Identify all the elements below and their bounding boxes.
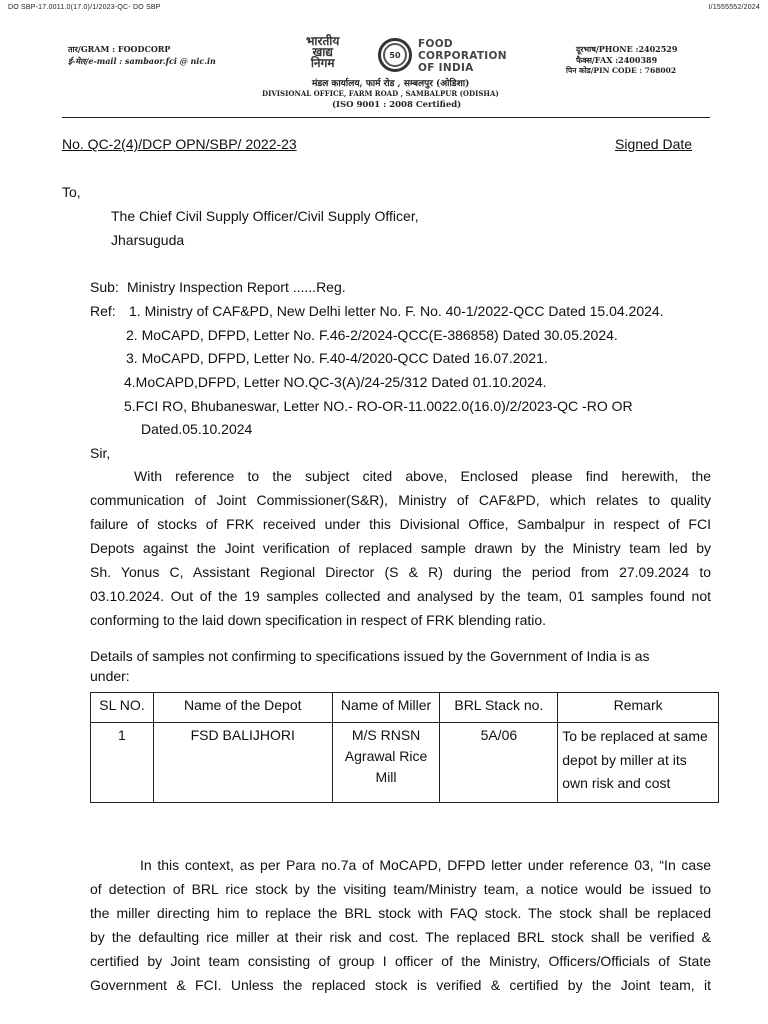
- ref-item-2: 2. MoCAPD, DFPD, Letter No. F.46-2/2024-QCC(E-386858) Dated 30.05.2024.: [126, 327, 618, 343]
- letter-ref-number: No. QC-2(4)/DCP OPN/SBP/ 2022-23: [62, 136, 297, 152]
- paragraph-2-line: certified by Joint team consisting of group I officer of the Ministry, Officers/Officials of State: [90, 953, 711, 969]
- hindi-name-line-3: निगम: [310, 56, 335, 70]
- paragraph-2-line: of detection of BRL rice stock by the visiting team/Ministry team, a notice would be issued to: [90, 881, 711, 897]
- addressee-line-2: Jharsuguda: [111, 232, 185, 248]
- to-label: To,: [62, 184, 81, 200]
- cell-depot-name: FSD BALIJHORI: [153, 723, 332, 803]
- paragraph-2-line: Government & FCI. Unless the replaced stock is verified & certified by the Joint team, it: [90, 977, 711, 993]
- ref-label: Ref:: [90, 303, 116, 319]
- letterhead-office-english: DIVISIONAL OFFICE, FARM ROAD , SAMBALPUR (ODISHA): [262, 89, 499, 98]
- english-name-line-3: OF INDIA: [418, 62, 474, 74]
- samples-table: [90, 692, 719, 803]
- paragraph-1-line: communication of Joint Commissioner(S&R), Ministry of CAF&PD, which relates to quality: [90, 492, 711, 508]
- letterhead-gram: तार/GRAM : FOODCORP: [68, 44, 171, 54]
- paragraph-1: [90, 464, 711, 632]
- letterhead-iso: (ISO 9001 : 2008 Certified): [332, 100, 462, 110]
- header-sl-no: SL NO.: [91, 693, 154, 723]
- details-intro-line: under:: [90, 668, 130, 684]
- english-name-line-2: CORPORATION: [418, 50, 507, 62]
- salutation: Sir,: [90, 445, 111, 461]
- hindi-name-line-2: खाद्य: [312, 45, 333, 59]
- header-miller-name: Name of Miller: [332, 693, 440, 723]
- letterhead-email: ई-मेल/e-mail : sambaor.fci @ nic.in: [68, 56, 216, 66]
- document-reference-top: DO SBP-17.0011.0(17.0)/1/2023-QC- DO SBP: [8, 4, 161, 11]
- ref-item-4: 4.MoCAPD,DFPD, Letter NO.QC-3(A)/24-25/312 Dated 01.10.2024.: [124, 374, 547, 390]
- ref-item-5: 5.FCI RO, Bhubaneswar, Letter NO.- RO-OR-11.0022.0(16.0)/2/2023-QC -RO OR: [124, 398, 633, 414]
- paragraph-1-line: conforming to the laid down specification in respect of FRK blending ratio.: [90, 612, 547, 628]
- cell-miller-name: M/S RNSN Agrawal Rice Mill: [332, 723, 440, 803]
- cell-sl-no: 1: [91, 723, 154, 803]
- paragraph-1-line: Depots against the Joint verification of replaced sample drawn by the Ministry team led by: [90, 540, 711, 556]
- hindi-name-line-1: भारतीय: [306, 34, 340, 48]
- ref-item-5-date: Dated.05.10.2024: [141, 421, 253, 437]
- fci-logo: [378, 38, 412, 72]
- paragraph-1-line: 03.10.2024. Out of the 19 samples collected and analysed by the team, 01 samples found not: [90, 588, 711, 604]
- english-name-line-1: FOOD: [418, 38, 453, 50]
- paragraph-2-line: In this context, as per Para no.7a of MoCAPD, DFPD letter under reference 03, “In case: [140, 857, 711, 873]
- table-row: [91, 723, 719, 803]
- letterhead-divider: [62, 117, 710, 118]
- ref-item-3: 3. MoCAPD, DFPD, Letter No. F.40-4/2020-QCC Dated 16.07.2021.: [126, 350, 548, 366]
- document-id-top: I/1555552/2024: [708, 4, 760, 11]
- paragraph-2-line: the miller directing him to replace the BRL stock with FAQ stock. The stock shall be replaced: [90, 905, 711, 921]
- letterhead-office-hindi: मंडल कार्यालय, फार्म रोड , सम्बलपुर (ओडिशा): [312, 79, 470, 89]
- letterhead-fax: फैक्स/FAX :2400389: [576, 55, 658, 65]
- subject-label: Sub:: [90, 279, 119, 295]
- details-intro: [90, 644, 714, 688]
- fci-logo-emblem: 50: [383, 43, 407, 67]
- header-brl-stack: BRL Stack no.: [440, 693, 558, 723]
- signed-date: Signed Date: [615, 136, 693, 152]
- table-header-row: [91, 693, 719, 723]
- paragraph-2: [90, 853, 711, 997]
- header-depot-name: Name of the Depot: [153, 693, 332, 723]
- paragraph-1-line: failure of stocks of FRK received under this Divisional Office, Sambalpur in respect of FCI: [90, 516, 711, 532]
- letterhead-english-name: [418, 38, 507, 74]
- addressee-line-1: The Chief Civil Supply Officer/Civil Supply Officer,: [111, 208, 419, 224]
- letterhead-hindi-name: [306, 36, 339, 69]
- paragraph-1-line: With reference to the subject cited above, Enclosed please find herewith, the: [134, 468, 711, 484]
- subject-text: Ministry Inspection Report ......Reg.: [127, 279, 346, 295]
- cell-brl-stack: 5A/06: [440, 723, 558, 803]
- letterhead-pin: पिन कोड/PIN CODE : 768002: [566, 66, 677, 75]
- cell-remark: To be replaced at same depot by miller at its own risk and cost: [558, 723, 719, 803]
- details-intro-line: Details of samples not confirming to specifications issued by the Government of India is as: [90, 648, 650, 664]
- letterhead-phone: दूरभाष/PHONE :2402529: [576, 44, 678, 54]
- paragraph-2-line: by the defaulting rice miller at their risk and cost. The replaced BRL stock shall be verified &: [90, 929, 711, 945]
- ref-item-1: 1. Ministry of CAF&PD, New Delhi letter No. F. No. 40-1/2022-QCC Dated 15.04.2024.: [129, 303, 664, 319]
- header-remark: Remark: [558, 693, 719, 723]
- paragraph-1-line: Sh. Yonus C, Assistant Regional Director (S & R) during the period from 27.09.2024 to: [90, 564, 711, 580]
